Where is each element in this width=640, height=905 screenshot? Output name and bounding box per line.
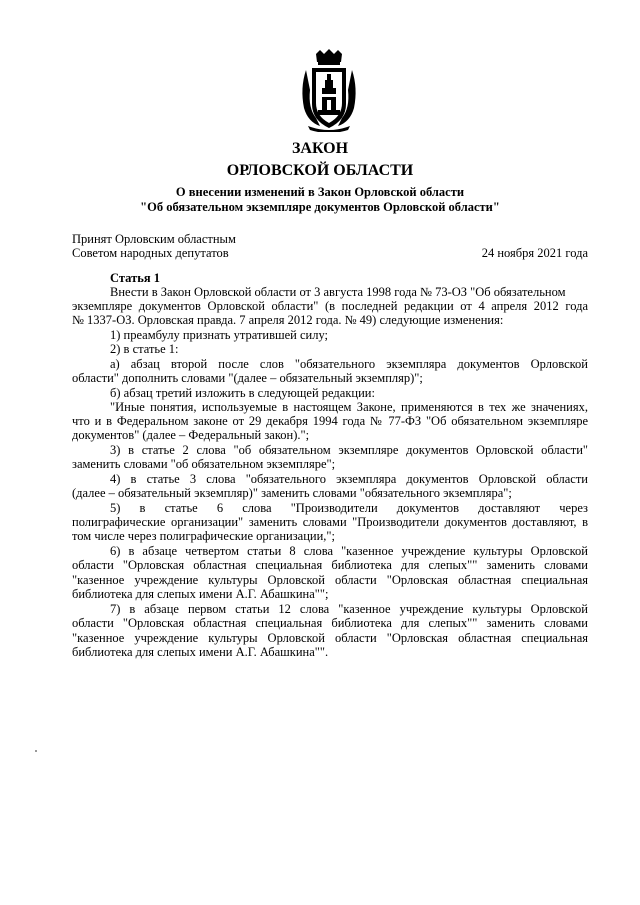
body-line: "казенное учреждение культуры Орловской области "Орловская областная специальная: [72, 631, 588, 645]
article-title: Статья 1: [110, 271, 160, 285]
adopted-by-line: Принят Орловским областным: [72, 232, 236, 246]
page-speck: [35, 750, 37, 752]
body-line: № 1337-ОЗ. Орловская правда. 7 апреля 2012 года. № 49) следующие изменения:: [72, 313, 504, 327]
body-line: 5) в статье 6 слова "Производители документов доставляют через: [110, 501, 588, 515]
coat-of-arms-emblem: [298, 48, 360, 132]
body-line: библиотека для слепых имени А.Г. Абашкина"".: [72, 645, 329, 659]
heading-line: О внесении изменений в Закон Орловской области: [175, 185, 465, 199]
body-line: том числе через полиграфические организации,";: [72, 529, 335, 543]
body-line: 7) в абзаце первом статьи 12 слова "казенное учреждение культуры Орловской: [110, 602, 588, 616]
body-line: 4) в статье 3 слова "обязательного экземпляра документов Орловской области: [110, 472, 588, 486]
body-line: библиотека для слепых имени А.Г. Абашкина"";: [72, 587, 329, 601]
body-line: документов" (далее – Федеральный закон).";: [72, 428, 310, 442]
body-line: 1) преамбулу признать утратившей силу;: [110, 328, 329, 342]
body-line: 2) в статье 1:: [110, 342, 179, 356]
body-line: б) абзац третий изложить в следующей редакции:: [110, 386, 375, 400]
body-line: "Иные понятия, используемые в настоящем Законе, применяются в тех же значениях,: [110, 400, 588, 414]
law-heading: [0, 185, 640, 215]
body-line: Внести в Закон Орловской области от 3 августа 1998 года № 73-ОЗ "Об обязательном: [110, 285, 566, 299]
body-line: что и в Федеральном законе от 29 декабря 1994 года № 77-ФЗ "Об обязательном экземпляре: [72, 414, 588, 428]
body-line: а) абзац второй после слов "обязательного экземпляра документов Орловской: [110, 357, 588, 371]
body-line: заменить словами "об обязательном экземпляре";: [72, 457, 336, 471]
heading-line: "Об обязательном экземпляре документов Орловской области": [140, 200, 500, 214]
body-line: (далее – обязательный экземпляр)" заменить словами "обязательного экземпляра";: [72, 486, 512, 500]
body-line: полиграфические организации" заменить словами "Производители документов доставляют, в: [72, 515, 588, 529]
adopted-by-line: Советом народных депутатов: [72, 246, 229, 260]
law-region-title: ОРЛОВСКОЙ ОБЛАСТИ: [226, 162, 414, 179]
adoption-date: 24 ноября 2021 года: [481, 246, 588, 260]
body-line: 6) в абзаце четвертом статьи 8 слова "казенное учреждение культуры Орловской: [110, 544, 588, 558]
body-line: области "Орловская областная специальная библиотека для слепых"" заменить словами: [72, 616, 588, 630]
body-line: экземпляре документов Орловской области" (в последней редакции от 4 апреля 2012 года: [72, 299, 588, 313]
law-title: ЗАКОН: [291, 140, 349, 157]
body-line: области" дополнить словами "(далее – обязательный экземпляр)";: [72, 371, 423, 385]
body-line: 3) в статье 2 слова "об обязательном экземпляре документов Орловской области": [110, 443, 588, 457]
body-line: "казенное учреждение культуры Орловской области "Орловская областная специальная: [72, 573, 588, 587]
body-line: области "Орловская областная специальная библиотека для слепых"" заменить словами: [72, 558, 588, 572]
